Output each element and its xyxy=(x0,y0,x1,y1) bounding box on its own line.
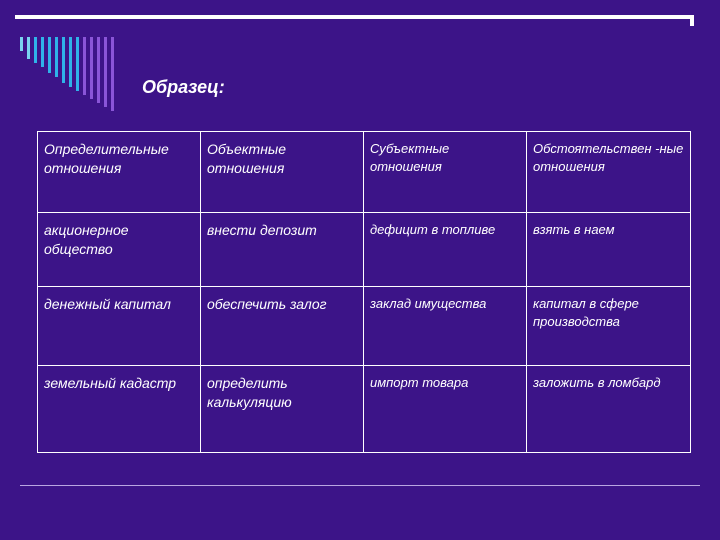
table-cell: определить калькуляцию xyxy=(201,366,364,453)
stripe xyxy=(41,37,44,67)
table-cell: взять в наем xyxy=(527,213,691,287)
stripe xyxy=(90,37,93,99)
table-header-cell: Субъектные отношения xyxy=(364,132,527,213)
footer-divider xyxy=(20,485,700,486)
table-cell: внести депозит xyxy=(201,213,364,287)
stripe xyxy=(62,37,65,83)
stripe xyxy=(104,37,107,107)
table-cell: капитал в сфере производства xyxy=(527,287,691,366)
table-cell: земельный кадастр xyxy=(38,366,201,453)
stripe xyxy=(48,37,51,73)
table-row xyxy=(38,213,691,287)
table-cell: дефицит в топливе xyxy=(364,213,527,287)
stripe xyxy=(111,37,114,111)
table-cell: денежный капитал xyxy=(38,287,201,366)
slide-frame-corner xyxy=(690,15,694,26)
table-header-cell: Объектные отношения xyxy=(201,132,364,213)
table-row xyxy=(38,287,691,366)
slide-title: Образец: xyxy=(142,77,225,97)
table-cell: обеспечить залог xyxy=(201,287,364,366)
stripe xyxy=(34,37,37,63)
stripe xyxy=(97,37,100,103)
table-cell: заложить в ломбард xyxy=(527,366,691,453)
table-cell: заклад имущества xyxy=(364,287,527,366)
stripe xyxy=(76,37,79,91)
table-header-row xyxy=(38,132,691,213)
stripe xyxy=(69,37,72,87)
table-header-cell: Определительные отношения xyxy=(38,132,201,213)
table-header-cell: Обстоятельствен -ные отношения xyxy=(527,132,691,213)
stripe xyxy=(83,37,86,95)
table-cell: импорт товара xyxy=(364,366,527,453)
table-cell: акционерное общество xyxy=(38,213,201,287)
table-row xyxy=(38,366,691,453)
slide-frame-top xyxy=(15,15,694,19)
stripe xyxy=(20,37,23,51)
stripe xyxy=(27,37,30,59)
phrases-table xyxy=(37,131,691,453)
stripe xyxy=(55,37,58,77)
